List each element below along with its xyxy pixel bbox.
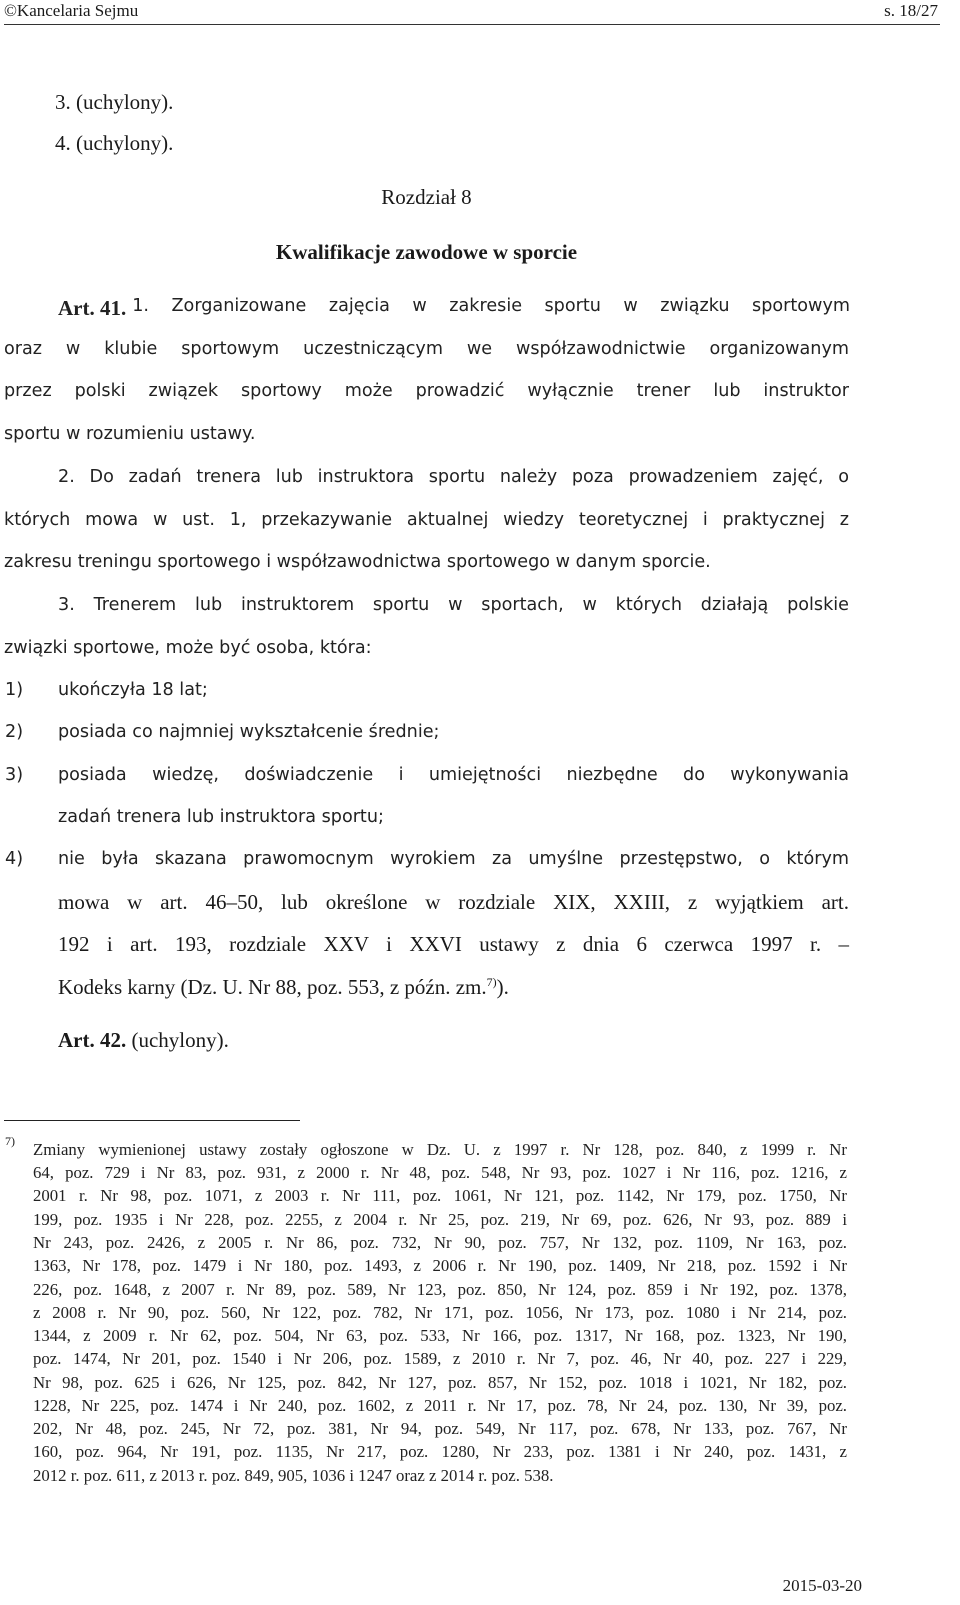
footnote-line: 226, poz. 1648, z 2007 r. Nr 89, poz. 589, Nr 123, poz. 850, Nr 124, poz. 859 i Nr 192, poz. 1378, [33,1280,847,1299]
document-date: 2015-03-20 [782,1576,862,1595]
point-4-line-4-text: Kodeks karny (Dz. U. Nr 88, poz. 553, z późn. zm. [58,975,487,999]
item-4-repealed: 4. (uchylony). [55,131,174,155]
footnote-line: poz. 1474, Nr 201, poz. 1540 i Nr 206, poz. 1589, z 2010 r. Nr 7, poz. 46, Nr 40, poz. 227 i 229, [33,1349,847,1368]
art41-p1-line-3: przez polski związek sportowy może prowadzić wyłącznie trener lub instruktor [4,381,849,401]
art41-p2-line-1: 2. Do zadań trenera lub instruktora sportu należy poza prowadzeniem zajęć, o [58,467,849,487]
header-rule [4,24,940,25]
art42-label: Art. 42. [58,1028,127,1052]
footnote-line: Nr 98, poz. 625 i 626, Nr 125, poz. 842, Nr 127, poz. 857, Nr 152, poz. 1018 i 1021, Nr 182, poz. [33,1373,847,1392]
footnote-line: Nr 243, poz. 2426, z 2005 r. Nr 86, poz. 732, Nr 90, poz. 757, Nr 132, poz. 1109, Nr 163, poz. [33,1233,847,1252]
art41-p2-line-2: których mowa w ust. 1, przekazywanie aktualnej wiedzy teoretycznej i praktycznej z [4,510,849,530]
page-header [0,0,960,26]
footnote-line: 1228, Nr 225, poz. 1474 i Nr 240, poz. 1602, z 2011 r. Nr 17, poz. 78, Nr 24, poz. 130, Nr 39, poz. [33,1396,847,1415]
point-4-line-4-end: ). [496,975,509,999]
art41-p1-line-4: sportu w rozumieniu ustawy. [4,424,256,444]
art41-p1-line-1-text: 1. Zorganizowane zajęcia w zakresie sportu w związku sportowym [132,296,850,316]
art42 [58,1028,229,1053]
art41-label: Art. 41. [58,296,127,320]
header-publisher: ©Kancelaria Sejmu [4,1,139,20]
art41-p3-line-1: 3. Trenerem lub instruktorem sportu w sportach, w których działają polskie [58,595,849,615]
footnote-line: z 2008 r. Nr 90, poz. 560, Nr 122, poz. 782, Nr 171, poz. 1056, Nr 173, poz. 1080 i Nr 214, poz. [33,1303,847,1322]
footnote-line: 1363, Nr 178, poz. 1479 i Nr 180, poz. 1493, z 2006 r. Nr 190, poz. 1409, Nr 218, poz. 1592 i Nr [33,1256,847,1275]
footnote-line: Zmiany wymienionej ustawy zostały ogłoszone w Dz. U. z 1997 r. Nr 128, poz. 840, z 1999 r. Nr [33,1140,847,1159]
footnote-line: 2001 r. Nr 98, poz. 1071, z 2003 r. Nr 111, poz. 1061, Nr 121, poz. 1142, Nr 179, poz. 1750, Nr [33,1186,847,1205]
footnote-mark: 7) [5,1134,15,1148]
item-3-repealed: 3. (uchylony). [55,90,174,114]
point-4-line-3: 192 i art. 193, rozdziale XXV i XXVI ustawy z dnia 6 czerwca 1997 r. – [58,932,849,956]
header-page-number: s. 18/27 [884,1,938,20]
point-2-number: 2) [5,722,24,742]
art41-p1-line-2: oraz w klubie sportowym uczestniczącym we współzawodnictwie organizowanym [4,339,849,359]
footnote-separator [4,1120,300,1121]
art41-p3-line-2: związki sportowe, może być osoba, która: [4,638,372,658]
footnote-line: 1344, z 2009 r. Nr 62, poz. 504, Nr 63, poz. 533, Nr 166, poz. 1317, Nr 168, poz. 1323, Nr 190, [33,1326,847,1345]
art42-text: (uchylony). [126,1028,229,1052]
chapter-number: Rozdział 8 [381,185,472,209]
point-2-text: posiada co najmniej wykształcenie średnie; [58,722,440,742]
art41-p1-line-1 [58,296,850,321]
point-1-text: ukończyła 18 lat; [58,680,208,700]
point-4-line-1: nie była skazana prawomocnym wyrokiem za umyślne przestępstwo, o którym [58,849,849,869]
point-3-line-1: posiada wiedzę, doświadczenie i umiejętności niezbędne do wykonywania [58,765,849,785]
footnote-line: 202, Nr 48, poz. 245, Nr 72, poz. 381, Nr 94, poz. 549, Nr 117, poz. 678, Nr 133, poz. 767, Nr [33,1419,847,1438]
point-4-line-4 [58,975,509,1000]
point-1-number: 1) [5,680,24,700]
footnote-line: 199, poz. 1935 i Nr 228, poz. 2255, z 2004 r. Nr 25, poz. 219, Nr 69, poz. 626, Nr 93, poz. 889 i [33,1210,847,1229]
footnote-ref-7[interactable]: 7) [486,975,497,989]
art41-p2-line-3: zakresu treningu sportowego i współzawodnictwa sportowego w danym sporcie. [4,552,711,572]
point-4-number: 4) [5,849,24,869]
point-4-line-2: mowa w art. 46–50, lub określone w rozdziale XIX, XXIII, z wyjątkiem art. [58,890,849,914]
point-3-line-2: zadań trenera lub instruktora sportu; [58,807,384,827]
footnote-line: 64, poz. 729 i Nr 83, poz. 931, z 2000 r. Nr 48, poz. 548, Nr 93, poz. 1027 i Nr 116, poz. 1216, z [33,1163,847,1182]
point-3-number: 3) [5,765,24,785]
footnote-line: 160, poz. 964, Nr 191, poz. 1135, Nr 217, poz. 1280, Nr 233, poz. 1381 i Nr 240, poz. 1431, z [33,1442,847,1461]
chapter-title: Kwalifikacje zawodowe w sporcie [275,240,578,264]
footnote-line: 2012 r. poz. 611, z 2013 r. poz. 849, 905, 1036 i 1247 oraz z 2014 r. poz. 538. [33,1466,554,1485]
